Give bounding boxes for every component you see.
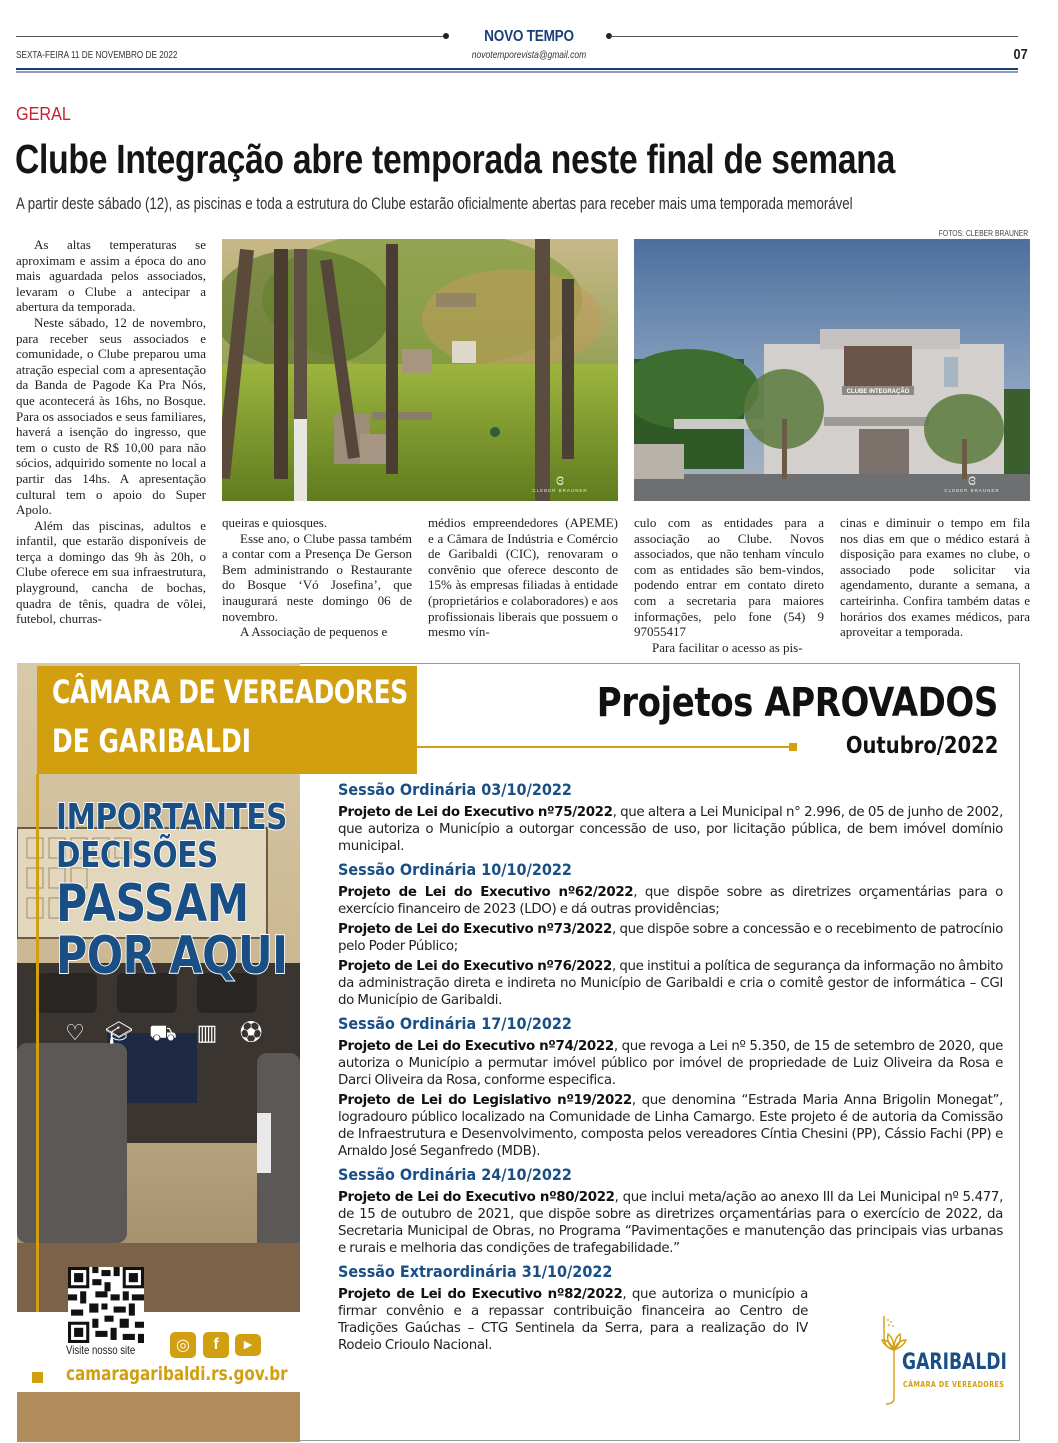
session-title: Sessão Ordinária 17/10/2022: [338, 1014, 572, 1033]
paragraph: As altas temperaturas se aproximam e assim a época do ano mais aguardada pelos associados, levaram o Clube a antecipar a abertura da temporada.: [16, 237, 206, 315]
heart-pulse-icon: ♡: [65, 1021, 85, 1046]
watermark-monogram: ɞ: [968, 469, 976, 489]
article-headline: Clube Integração abre temporada neste final de semana: [15, 136, 896, 182]
logo-wordmark: GARIBALDI: [902, 1350, 1007, 1375]
project-name: Projeto de Lei do Executivo nº75/2022: [338, 805, 613, 820]
project-item: [338, 804, 1003, 855]
project-item: [338, 921, 1003, 955]
project-name: Projeto de Lei do Executivo nº82/2022: [338, 1287, 623, 1302]
tagline-line-3: PASSAM: [56, 874, 249, 934]
paragraph: queiras e quiosques.: [222, 515, 328, 530]
session-block: [338, 780, 1003, 855]
gold-accent-line: [36, 774, 39, 1379]
project-description: , que revoga a Lei nº 5.350, de 15 de setembro de 2020, que autoriza o Município a permutar imóvel público por imóvel de propriedade de Luiz Oliveira da Rosa e Darci Oliveira da Rosa, conforme especifica.: [338, 1039, 1003, 1088]
qr-code[interactable]: [68, 1267, 144, 1343]
approved-projects-title: Projetos APROVADOS: [596, 680, 998, 726]
paragraph: Neste sábado, 12 de novembro, para receber seus associados e comunidade, o Clube preparou uma atração especial com a apresentação da Banda de Pagode Ka Pra Nós, que acontecerá às 16hs, no Bosque. Para os associados e seus familiares, haverá a isenção do ingresso, que tem o custo de R$ 10,00 para não sócios, adquirido somente no local a partir das 14hs. A apresentação cultural tem o apoio do Super Apolo.: [16, 314, 206, 518]
org-name-line2: DE GARIBALDI: [52, 722, 252, 760]
org-name-line1: CÂMARA DE VEREADORES: [52, 673, 408, 711]
project-description: , que dispõe sobre a concessão e o recebimento de patrocínio pelo Poder Público;: [338, 922, 1003, 954]
watermark-monogram: ɞ: [556, 469, 564, 489]
photographer-watermark: ɞ CLEBER BRAUNER: [932, 470, 1012, 493]
paragraph: médios empreendedores (APEME) e a Câmara de Indústria e Comércio de Garibaldi (CIC), renovaram o convênio que oferece desconto de 15% às empresas filiadas à entidade (proprietários e colaboradores) e aos profissionais liberais que possuem o mesmo vín-: [428, 515, 618, 640]
project-description: , que inclui meta/ação ao anexo III da Lei Municipal nº 5.477, de 15 de outubro de 2021, que dispõe sobre as diretrizes orçamentárias para o exercício de 2022, da Secretaria Municipal de Obras, no Programa “Pavimentações e manutenção das principais vias urbanas e rurais e melhoria das condições de trafegabilidade.”: [338, 1190, 1003, 1256]
instagram-icon[interactable]: ◎: [170, 1332, 196, 1358]
article-subheadline: A partir deste sábado (12), as piscinas e toda a estrutura do Clube estarão oficialmente abertas para receber mais uma temporada memorável: [16, 194, 853, 213]
gold-divider: [280, 746, 790, 748]
project-description: , que autoriza o município a firmar convênio e a repassar contribuição financeira ao Centro de Tradições Gaúchas – CTG Sentinela da Serra, para a realização do IV Rodeio Crioulo Nacional.: [338, 1287, 808, 1353]
project-item: [338, 958, 1003, 1009]
building-sign: CLUBE INTEGRAÇÃO: [846, 389, 910, 395]
session-title: Sessão Ordinária 24/10/2022: [338, 1165, 572, 1184]
website-link[interactable]: camaragaribaldi.rs.gov.br: [66, 1363, 288, 1385]
article-column-3: [428, 515, 618, 640]
tagline-line-2: DECISÕES: [56, 835, 218, 876]
contact-email[interactable]: novotemporevista@gmail.com: [471, 50, 587, 61]
paragraph: cinas e diminuir o tempo em fila nos dias em que o médico estará à disposição para exames no clube, o associado pode solicitar via agendamento, durante a semana, a carteirinha. Confira também datas e horários dos exames médicos, para aproveitar a temporada.: [840, 515, 1030, 640]
tagline-line-1: IMPORTANTES: [56, 797, 287, 838]
approved-projects-month: Outubro/2022: [845, 733, 998, 759]
newspaper-title: NOVO TEMPO: [484, 28, 574, 45]
youtube-icon[interactable]: ▶: [235, 1334, 261, 1356]
article-column-4: [634, 515, 824, 655]
project-description: , que institui a política de segurança da informação no âmbito da administração direta e indireta no Município de Garibaldi e cria o comitê gestor de informática – CGI do Município de Garibaldi.: [338, 959, 1003, 1008]
project-description: , que dispõe sobre as diretrizes orçamentárias para o exercício financeiro de 2023 (LDO) e dá outras providências;: [338, 885, 1003, 917]
article-column-5: [840, 515, 1030, 640]
project-item: [338, 1092, 1003, 1160]
buildings-icon: ▥: [196, 1021, 218, 1046]
project-name: Projeto de Lei do Executivo nº80/2022: [338, 1190, 615, 1205]
facebook-icon[interactable]: f: [203, 1332, 229, 1358]
project-item: [338, 1286, 808, 1354]
qr-code-image: [68, 1267, 144, 1343]
club-building-photo: [634, 239, 1030, 501]
project-name: Projeto de Lei do Executivo nº76/2022: [338, 959, 612, 974]
photographer-watermark: ɞ CLEBER BRAUNER: [520, 470, 600, 493]
project-item: [338, 1189, 1003, 1257]
paragraph: culo com as entidades para a associação ao Clube. Novos associados, que não tenham vínculo com as entidades são bem-vindos, podendo entrar em contato direto com a secretaria para maiores informações, pelo fone (54) 9 97055417: [634, 515, 824, 640]
project-name: Projeto de Lei do Legislativo nº19/2022: [338, 1093, 632, 1108]
paragraph: Para facilitar o acesso as pis-: [652, 639, 803, 655]
section-label: GERAL: [16, 104, 71, 124]
session-title: Sessão Extraordinária 31/10/2022: [338, 1262, 613, 1281]
masthead-divider-secondary: [16, 71, 1018, 73]
taxi-icon: ⛟: [149, 1021, 177, 1046]
session-title: Sessão Ordinária 10/10/2022: [338, 860, 572, 879]
project-item: [338, 1038, 1003, 1089]
project-description: , que altera a Lei Municipal n° 2.996, de 05 de junho de 2002, que autoriza o Município a outorgar concessão de uso, por licitação pública, de bem imóvel domínio municipal.: [338, 805, 1003, 854]
project-description: , que denomina “Estrada Maria Anna Brigolin Monegat”, logradouro público localizado na Comunidade de Linha Camargo. Este projeto é de autoria da Comissão de Infraestrutura e Desenvolvimento, composta pelos vereadores Cíntia Chesini (PP), Cássio Fachi (PP) e Arnaldo José Seganfredo (MDB).: [338, 1093, 1004, 1159]
article-column-2: [222, 515, 412, 640]
photo-credit: FOTOS: CLEBER BRAUNER: [938, 229, 1028, 238]
paragraph: A Associação de pequenos e: [240, 624, 388, 640]
session-block: [338, 860, 1003, 1009]
paragraph: Esse ano, o Clube passa também a contar com a Presença De Gerson Bem administrando o Restaurante do Bosque ‘Vó Josefina’, que inaugurará neste domingo 06 de novembro.: [222, 530, 412, 624]
club-building-image: [634, 239, 1030, 501]
page-number: 07: [1013, 46, 1028, 63]
project-name: Projeto de Lei do Executivo nº74/2022: [338, 1039, 614, 1054]
tagline-line-4: POR AQUI: [56, 926, 288, 986]
runner-icon: ⚽︎: [239, 1021, 262, 1046]
gold-divider-end: [789, 743, 797, 751]
project-name: Projeto de Lei do Executivo nº73/2022: [338, 922, 613, 937]
graduation-cap-icon: 🎓︎: [105, 1021, 133, 1046]
project-item: [338, 884, 1003, 918]
masthead-divider: [16, 68, 1018, 70]
issue-date: SEXTA-FEIRA 11 DE NOVEMBRO DE 2022: [16, 50, 178, 61]
sessions-list: [338, 776, 1003, 1359]
park-photo: [222, 239, 618, 501]
project-name: Projeto de Lei do Executivo nº62/2022: [338, 885, 634, 900]
article-column-1: [16, 237, 206, 627]
session-block: [338, 1165, 1003, 1257]
paragraph: Além das piscinas, adultos e infantil, que estarão disponíveis de terça a domingo das 9h às 20h, o Clube oferece em sua infraestrutura, playground, cancha de bochas, quadra de tênis, quadra de vôlei, futebol, churras-: [16, 517, 206, 627]
session-title: Sessão Ordinária 03/10/2022: [338, 780, 572, 799]
table-number-marker: [490, 427, 500, 437]
logo-subtitle: CÂMARA DE VEREADORES: [903, 1380, 1005, 1389]
services-icons: [60, 1020, 266, 1048]
qr-label: Visite nosso site: [66, 1343, 136, 1357]
park-photo-image: [222, 239, 618, 501]
gold-accent-square: [32, 1372, 43, 1383]
session-block: [338, 1014, 1003, 1160]
